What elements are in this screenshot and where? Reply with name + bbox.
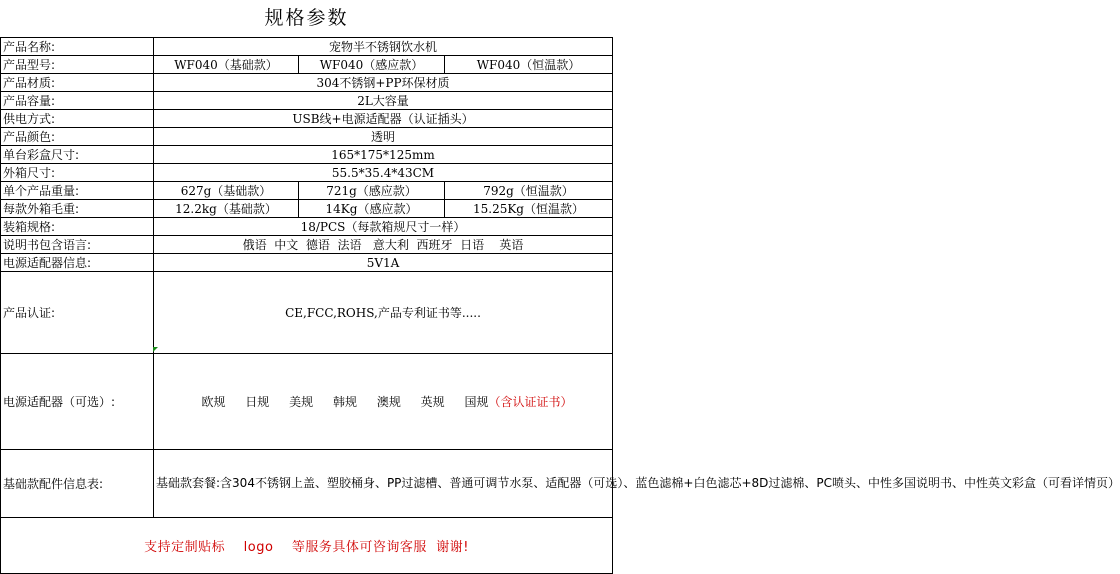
footer-cell	[1, 518, 613, 574]
adapter-kr: 韩规	[332, 395, 357, 409]
value-color: 透明	[154, 128, 613, 146]
value-box-size: 165*175*125mm	[154, 146, 613, 164]
label-carton-weight: 每款外箱毛重:	[1, 200, 154, 218]
adapter-eu: 欧规	[201, 395, 226, 409]
value-unit-weight-thermo: 792g（恒温款）	[445, 182, 613, 200]
value-unit-weight-basic: 627g（基础款）	[154, 182, 299, 200]
value-material: 304不锈钢+PP环保材质	[154, 74, 613, 92]
adapter-jp: 日规	[245, 395, 270, 409]
row-certification	[1, 272, 613, 354]
label-product-name: 产品名称:	[1, 38, 154, 56]
label-capacity: 产品容量:	[1, 92, 154, 110]
adapter-us: 美规	[289, 395, 314, 409]
row-unit-weight	[1, 182, 613, 200]
label-adapter-optional: 电源适配器（可选）:	[1, 354, 154, 450]
row-adapter-optional	[1, 354, 613, 450]
spec-table	[0, 37, 1120, 574]
value-power: USB线+电源适配器（认证插头）	[154, 110, 613, 128]
value-accessories: 基础款套餐:含304不锈钢上盖、塑胶桶身、PP过滤槽、普通可调节水泵、适配器（可选）、蓝色滤棉+白色滤芯+8D过滤棉、PC喷头、中性多国说明书、中性英文彩盒（可看详情页）	[154, 450, 613, 518]
label-model: 产品型号:	[1, 56, 154, 74]
adapter-cert-note: （含认证证书）	[488, 395, 573, 409]
adapter-cn: 国规	[464, 395, 489, 409]
sheet-title: 规格参数	[264, 7, 349, 29]
value-packing: 18/PCS（每款箱规尺寸一样）	[154, 218, 613, 236]
corner-mark	[153, 347, 158, 352]
row-product-name	[1, 38, 613, 56]
adapter-au: 澳规	[376, 395, 401, 409]
label-certification: 产品认证:	[1, 272, 154, 354]
row-power	[1, 110, 613, 128]
label-material: 产品材质:	[1, 74, 154, 92]
row-packing	[1, 218, 613, 236]
row-material	[1, 74, 613, 92]
value-model-thermo: WF040（恒温款）	[445, 56, 613, 74]
label-languages: 说明书包含语言:	[1, 236, 154, 254]
row-model	[1, 56, 613, 74]
value-model-basic: WF040（基础款）	[154, 56, 299, 74]
value-carton-weight-basic: 12.2kg（基础款）	[154, 200, 299, 218]
value-carton-size: 55.5*35.4*43CM	[154, 164, 613, 182]
value-languages: 俄语 中文 德语 法语 意大利 西班牙 日语 英语	[154, 236, 613, 254]
row-box-size	[1, 146, 613, 164]
row-adapter-info	[1, 254, 613, 272]
value-capacity: 2L大容量	[154, 92, 613, 110]
row-footer	[1, 518, 613, 574]
footer-note: 支持定制贴标 logo 等服务具体可咨询客服 谢谢!	[144, 540, 469, 555]
value-unit-weight-sensor: 721g（感应款）	[299, 182, 445, 200]
label-carton-size: 外箱尺寸:	[1, 164, 154, 182]
label-color: 产品颜色:	[1, 128, 154, 146]
value-adapter-optional	[154, 354, 613, 450]
row-accessories	[1, 450, 613, 518]
value-certification: CE,FCC,ROHS,产品专利证书等.....	[154, 272, 613, 354]
value-carton-weight-sensor: 14Kg（感应款）	[299, 200, 445, 218]
label-accessories: 基础款配件信息表:	[1, 450, 154, 518]
label-box-size: 单台彩盒尺寸:	[1, 146, 154, 164]
row-color	[1, 128, 613, 146]
row-carton-size	[1, 164, 613, 182]
row-languages	[1, 236, 613, 254]
value-model-sensor: WF040（感应款）	[299, 56, 445, 74]
label-power: 供电方式:	[1, 110, 154, 128]
label-packing: 装箱规格:	[1, 218, 154, 236]
row-carton-weight	[1, 200, 613, 218]
label-adapter-info: 电源适配器信息:	[1, 254, 154, 272]
value-carton-weight-thermo: 15.25Kg（恒温款）	[445, 200, 613, 218]
label-unit-weight: 单个产品重量:	[1, 182, 154, 200]
value-product-name: 宠物半不锈钢饮水机	[154, 38, 613, 56]
adapter-uk: 英规	[420, 395, 445, 409]
value-adapter-info: 5V1A	[154, 254, 613, 272]
row-capacity	[1, 92, 613, 110]
